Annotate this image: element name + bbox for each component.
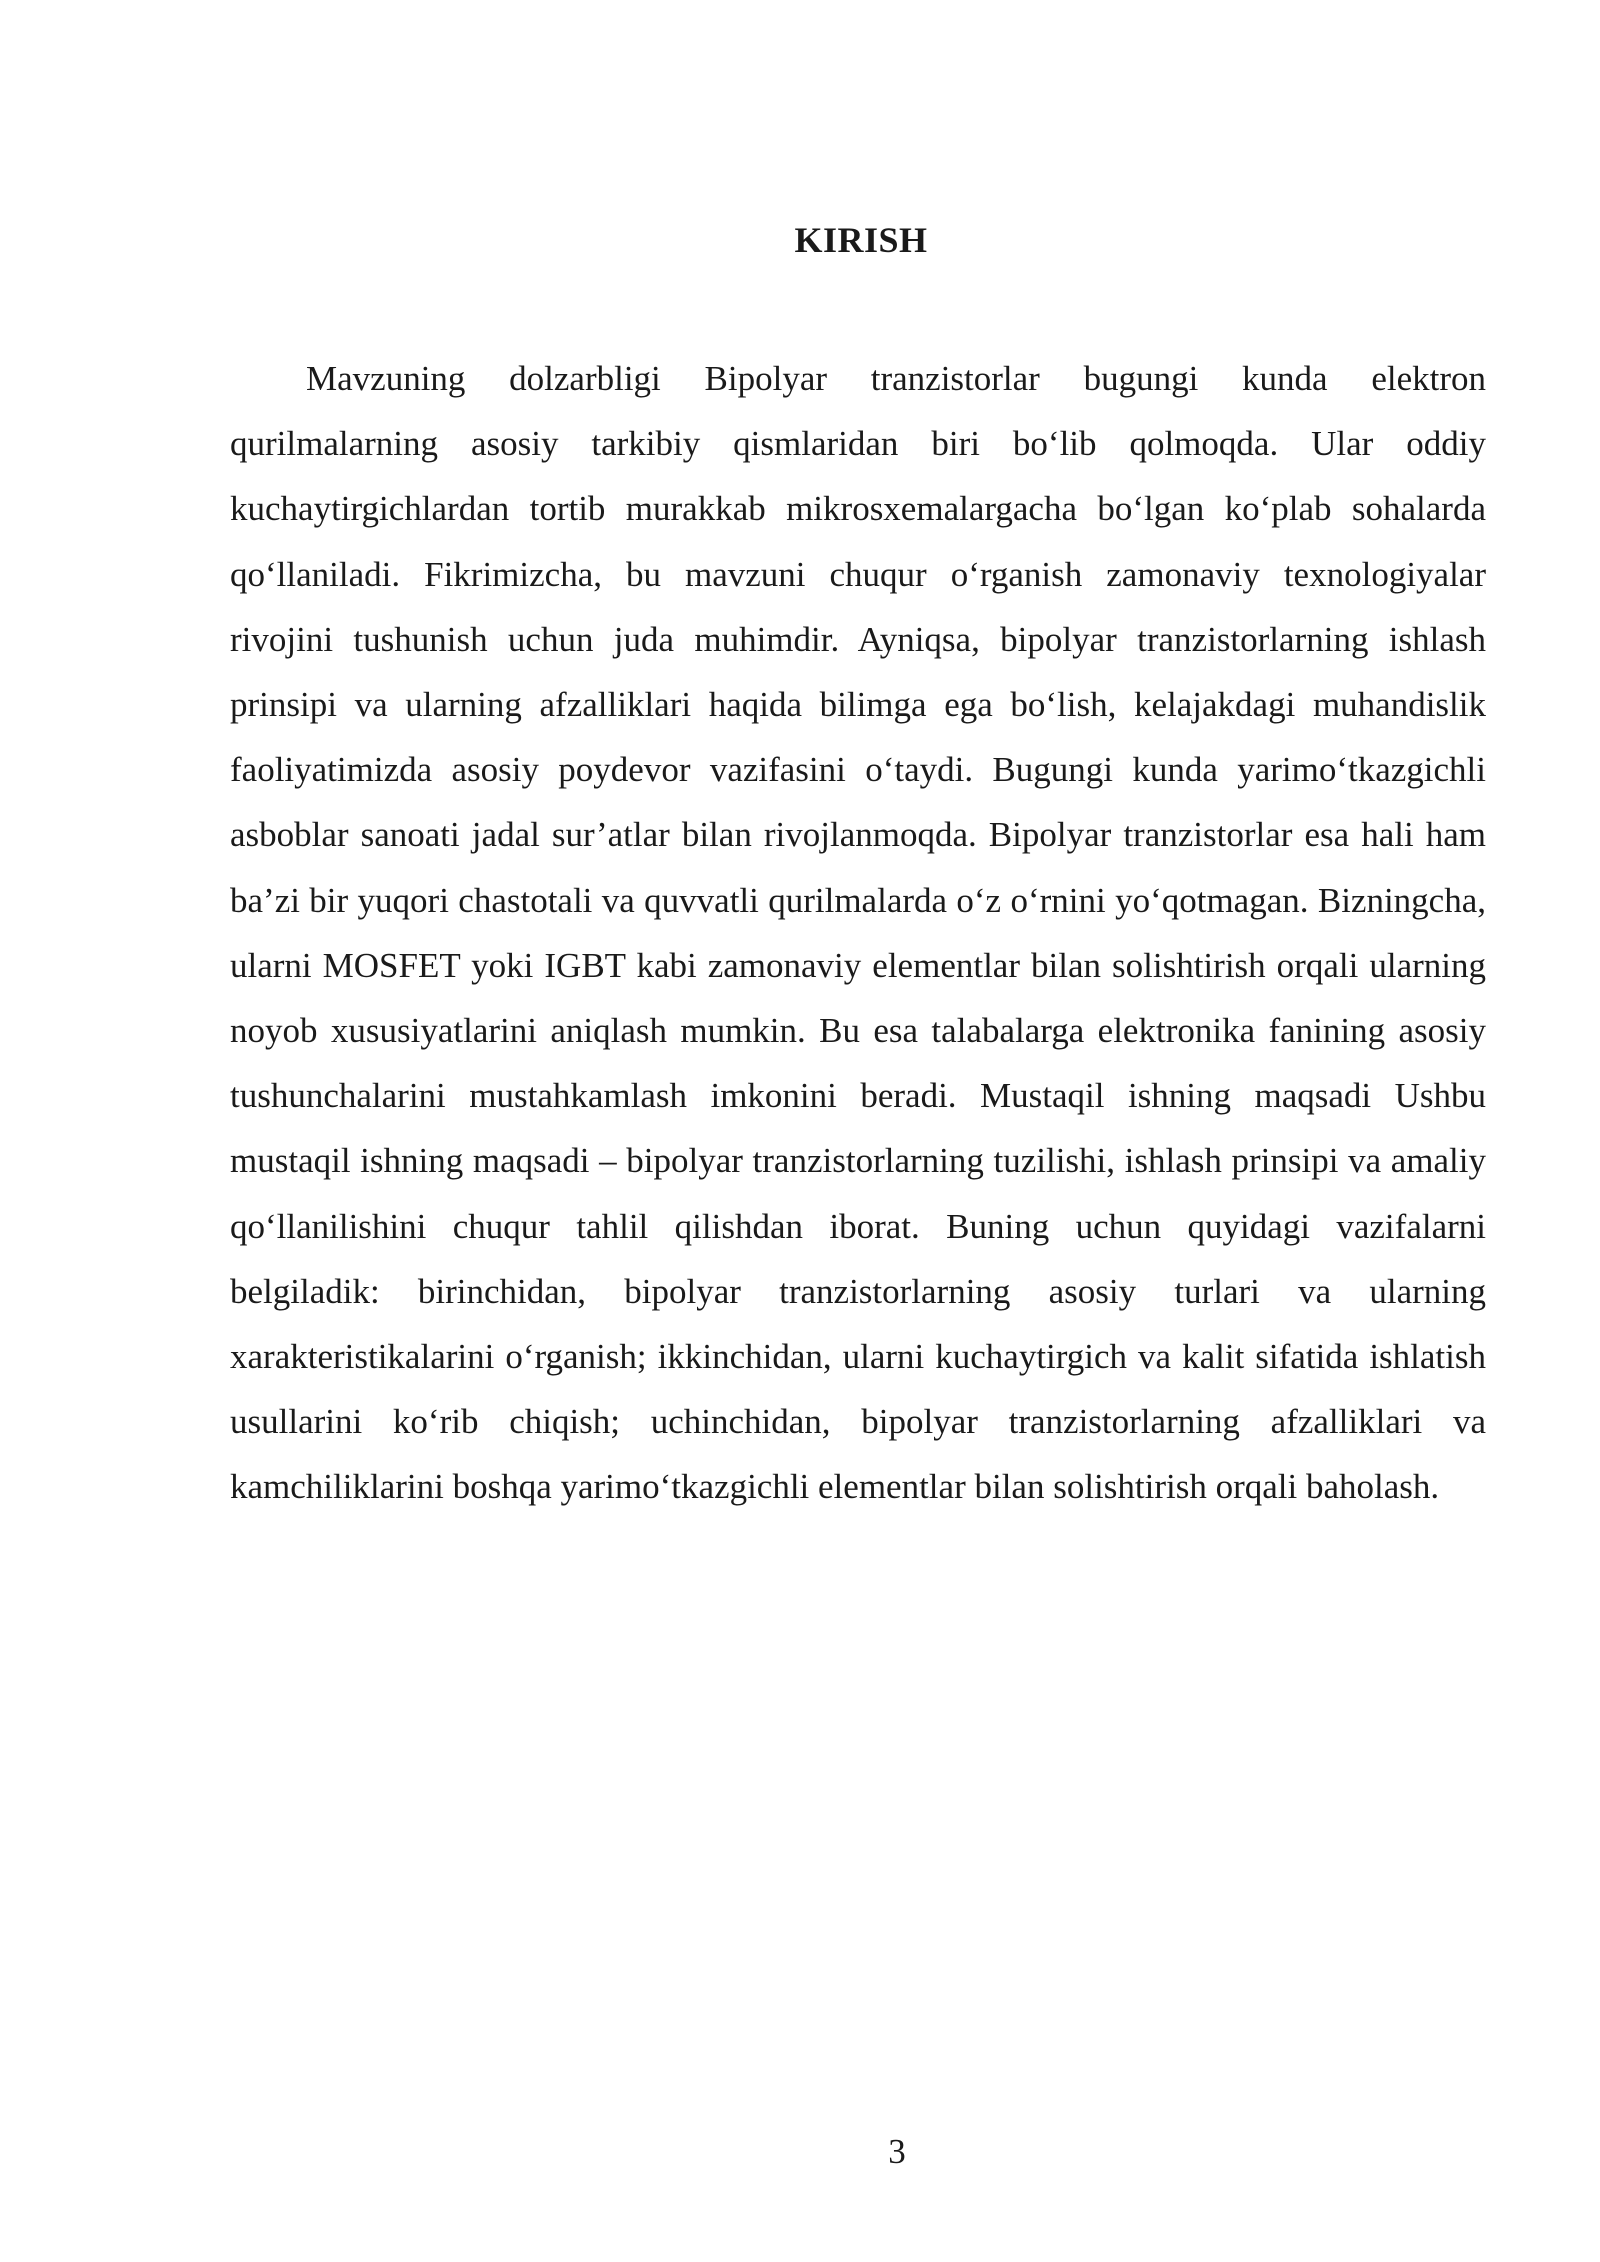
section-heading: KIRISH xyxy=(794,220,928,260)
body-paragraph: Mavzuning dolzarbligi Bipolyar tranzistorlar bugungi kunda elektron qurilmalarning asosiy tarkibiy qismlaridan biri bo‘lib qolmoqda. Ular oddiy kuchaytirgichlardan tortib murakkab mikrosxemalargacha bo‘lgan ko‘plab sohalarda qo‘llaniladi. Fikrimizcha, bu mavzuni chuqur o‘rganish zamonaviy texnologiyalar rivojini tushunish uchun juda muhimdir. Ayniqsa, bipolyar tranzistorlarning ishlash prinsipi va ularning afzalliklari haqida bilimga ega bo‘lish, kelajakdagi muhandislik faoliyatimizda asosiy poydevor vazifasini o‘taydi. Bugungi kunda yarimo‘tkazgichli asboblar sanoati jadal sur’atlar bilan rivojlanmoqda. Bipolyar tranzistorlar esa hali ham ba’zi bir yuqori chastotali va quvvatli qurilmalarda o‘z o‘rnini yo‘qotmagan. Bizningcha, ularni MOSFET yoki IGBT kabi zamonaviy elementlar bilan solishtirish orqali ularning noyob xususiyatlarini aniqlash mumkin. Bu esa talabalarga elektronika fanining asosiy tushunchalarini mustahkamlash imkonini beradi. Mustaqil ishning maqsadi Ushbu mustaqil ishning maqsadi – bipolyar tranzistorlarning tuzilishi, ishlash prinsipi va amaliy qo‘llanilishini chuqur tahlil qilishdan iborat. Buning uchun quyidagi vazifalarni belgiladik: birinchidan, bipolyar tranzistorlarning asosiy turlari va ularning xarakteristikalarini o‘rganish; ikkinchidan, ularni kuchaytirgich va kalit sifatida ishlatish usullarini ko‘rib chiqish; uchinchidan, bipolyar tranzistorlarning afzalliklari va kamchiliklarini boshqa yarimo‘tkazgichli elementlar bilan solishtirish orqali baholash. xyxy=(230,359,1486,1507)
page-number: 3 xyxy=(888,2132,906,2171)
